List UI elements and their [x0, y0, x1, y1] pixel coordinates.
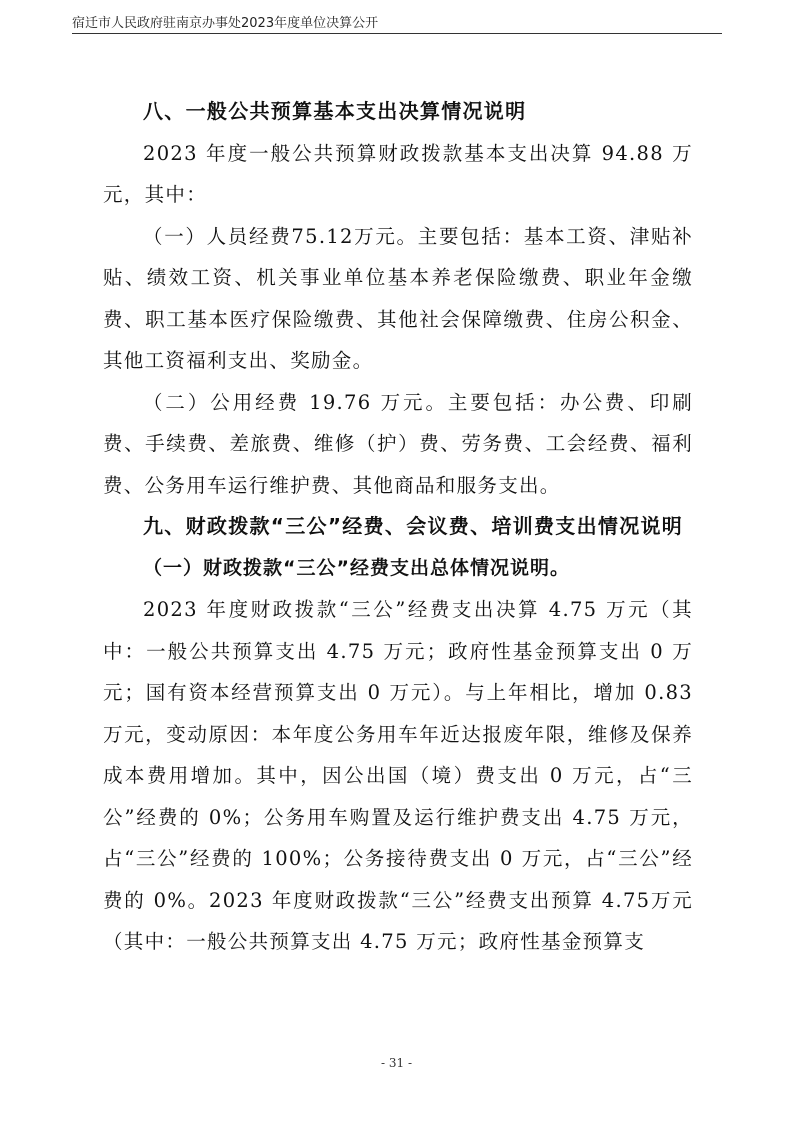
- section-heading-nine: 九、财政拨款“三公”经费、会议费、培训费支出情况说明: [143, 514, 684, 538]
- personnel-expense-paragraph: （一）人员经费75.12万元。主要包括：基本工资、津贴补贴、绩效工资、机关事业单位基本养老保险缴费、职业年金缴费、职工基本医疗保险缴费、其他社会保障缴费、住房公积金、其他工资福利支出、奖励金。: [103, 224, 693, 372]
- page-number: - 31 -: [380, 1056, 412, 1070]
- section-eight-intro: 2023 年度一般公共预算财政拨款基本支出决算 94.88 万元，其中：: [103, 141, 693, 206]
- section-nine-subheading: （一）财政拨款“三公”经费支出总体情况说明。: [143, 556, 570, 579]
- section-heading-eight: 八、一般公共预算基本支出决算情况说明: [143, 99, 527, 123]
- running-header: 宿迁市人民政府驻南京办事处2023年度单位决算公开: [72, 16, 379, 31]
- three-public-expense-paragraph: 2023 年度财政拨款“三公”经费支出决算 4.75 万元（其中：一般公共预算支出 4.75 万元；政府性基金预算支出 0 万元；国有资本经营预算支出 0 万元）。与上年相比，增加 0.83万元，变动原因：本年度公务用车年近达报废年限，维修及保养成本费用增加。其中，因公出国（境）费支出 0 万元，占“三公”经费的 0%；公务用车购置及运行维护费支出 4.75 万元，占“三公”经费的 100%；公务接待费支出 0 万元，占“三公”经费的 0%。2023 年度财政拨款“三公”经费支出预算 4.75万元（其中：一般公共预算支出 4.75 万元；政府性基金预算支: [103, 598, 693, 953]
- public-expense-paragraph: （二）公用经费 19.76 万元。主要包括：办公费、印刷费、手续费、差旅费、维修（护）费、劳务费、工会经费、福利费、公务用车运行维护费、其他商品和服务支出。: [103, 390, 693, 497]
- header-divider: [72, 33, 722, 34]
- document-body: [103, 91, 693, 963]
